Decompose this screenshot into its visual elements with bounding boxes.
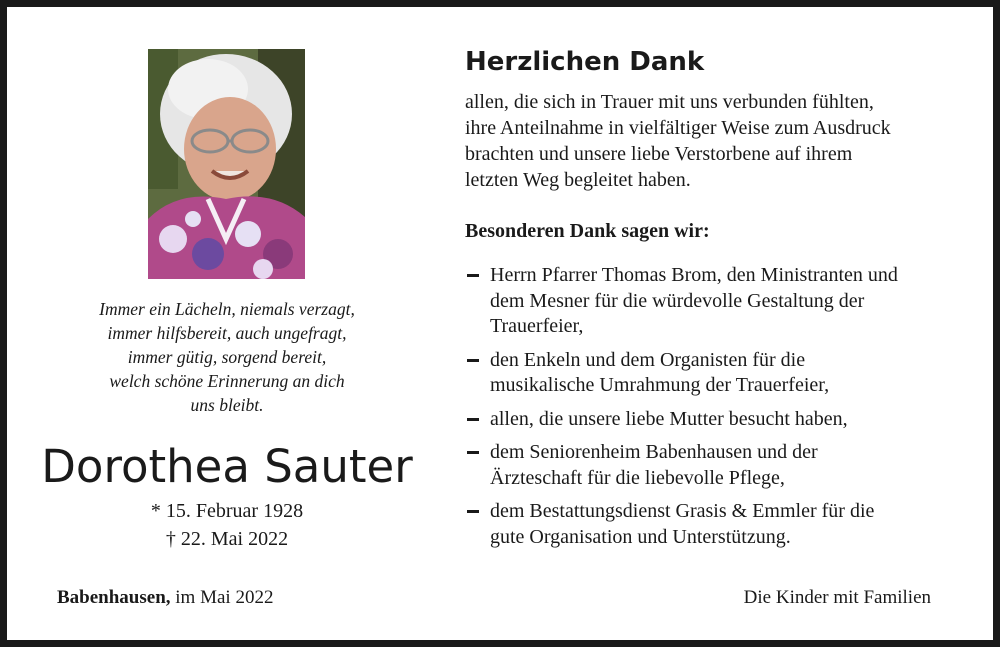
- list-item-line: dem Seniorenheim Babenhausen und der: [490, 441, 818, 463]
- list-item-line: dem Bestattungsdienst Grasis & Emmler für die: [490, 500, 875, 522]
- poem-line: uns bleibt.: [190, 395, 264, 415]
- deceased-name: Dorothea Sauter: [41, 440, 413, 493]
- list-item: [465, 499, 985, 550]
- poem-line: welch schöne Erinnerung an dich: [109, 371, 345, 391]
- place-date: im Mai 2022: [170, 587, 274, 608]
- list-item-line: Herrn Pfarrer Thomas Brom, den Ministranten und: [490, 264, 898, 286]
- list-item-line: Trauerfeier,: [490, 315, 584, 337]
- list-item-line: gute Organisation und Unterstützung.: [490, 525, 791, 548]
- life-dates: [27, 497, 427, 553]
- memorial-poem: [47, 297, 407, 417]
- thanks-list: [465, 263, 985, 558]
- birth-date: * 15. Februar 1928: [150, 500, 304, 522]
- list-item: [465, 263, 985, 340]
- portrait-photo: [148, 49, 305, 279]
- thanks-heading: Herzlichen Dank: [465, 47, 705, 77]
- dash-icon: [467, 418, 479, 421]
- dash-icon: [467, 451, 479, 454]
- intro-line: allen, die sich in Trauer mit uns verbunden fühlten,: [465, 91, 874, 113]
- place-and-date: [57, 587, 273, 609]
- list-item-line: den Enkeln und dem Organisten für die: [490, 348, 806, 371]
- death-date: † 22. Mai 2022: [165, 528, 289, 550]
- intro-paragraph: [465, 89, 975, 193]
- poem-line: immer gütig, sorgend bereit,: [127, 347, 327, 367]
- intro-line: brachten und unsere liebe Verstorbene auf ihrem: [465, 143, 853, 165]
- place-town: Babenhausen,: [57, 587, 171, 608]
- list-item: [465, 440, 985, 491]
- list-item: [465, 348, 985, 399]
- special-thanks-heading: Besonderen Dank sagen wir:: [465, 220, 710, 242]
- list-item-line: allen, die unsere liebe Mutter besucht haben,: [490, 407, 848, 430]
- dash-icon: [467, 359, 479, 362]
- dash-icon: [467, 510, 479, 513]
- signoff: Die Kinder mit Familien: [743, 587, 931, 608]
- list-item-line: musikalische Umrahmung der Trauerfeier,: [490, 374, 830, 396]
- list-item: [465, 407, 985, 433]
- poem-line: Immer ein Lächeln, niemals verzagt,: [99, 299, 355, 319]
- dash-icon: [467, 274, 479, 277]
- intro-line: ihre Anteilnahme in vielfältiger Weise zum Ausdruck: [465, 117, 891, 139]
- intro-line: letzten Weg begleitet haben.: [465, 169, 691, 191]
- list-item-line: Ärzteschaft für die liebevolle Pflege,: [490, 466, 785, 489]
- poem-line: immer hilfsbereit, auch ungefragt,: [107, 323, 347, 343]
- list-item-line: dem Mesner für die würdevolle Gestaltung der: [490, 289, 865, 312]
